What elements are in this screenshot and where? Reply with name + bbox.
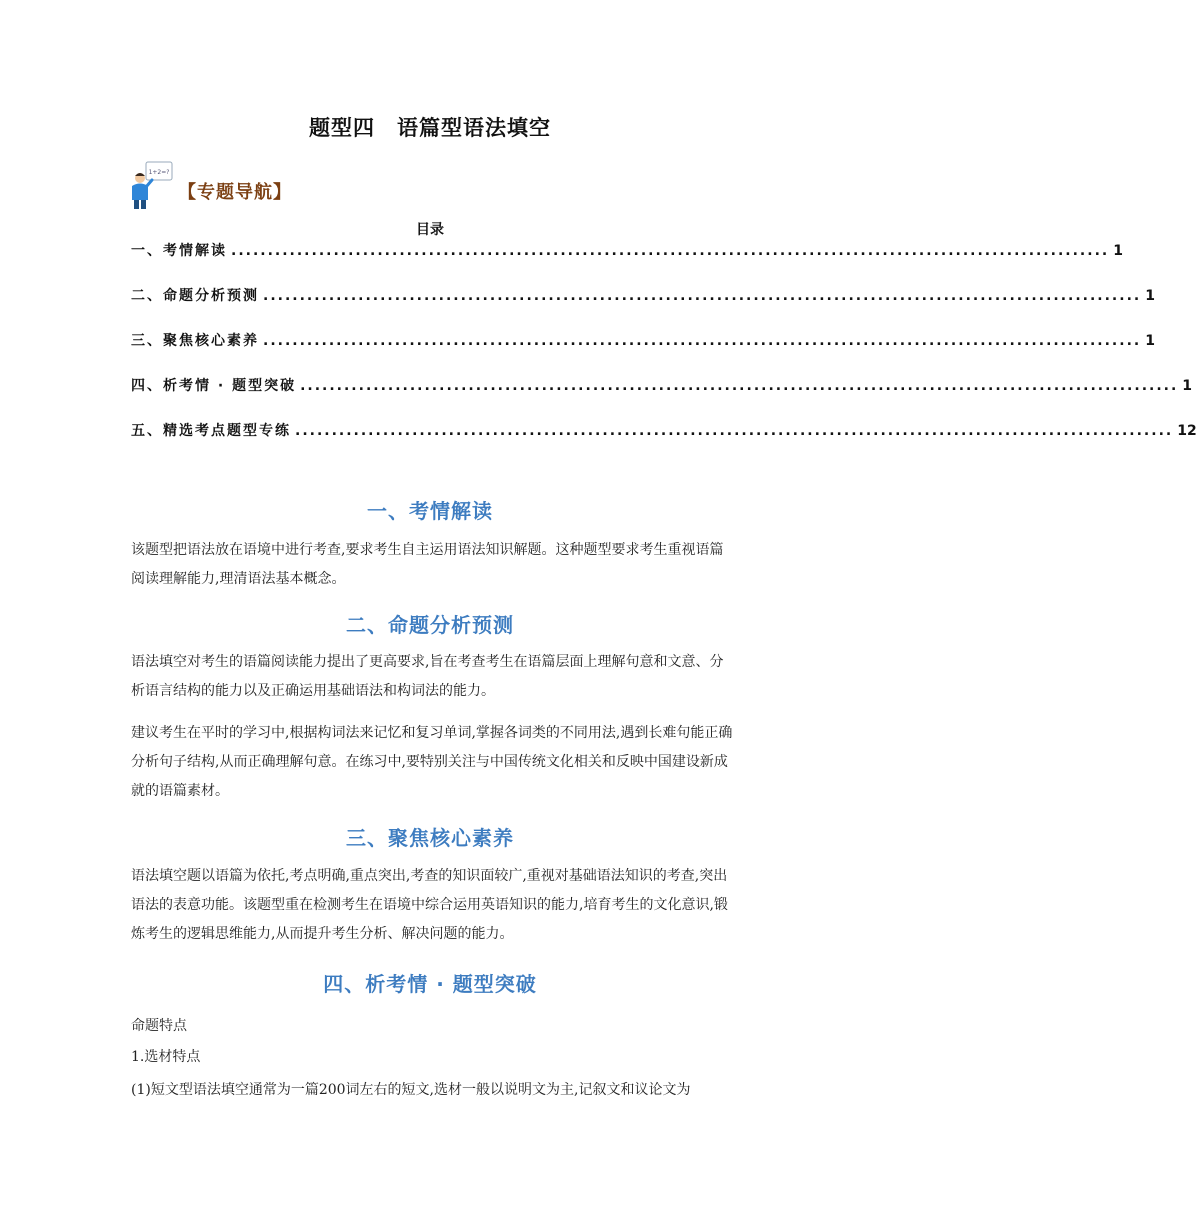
toc-heading: 目录 bbox=[416, 222, 444, 238]
banner-label: 【专题导航】 bbox=[178, 182, 292, 203]
toc-entry-page: 1 bbox=[1182, 378, 1193, 394]
toc-dot-leader: ........................................................................................................................ bbox=[263, 288, 1142, 304]
toc-entry[interactable] bbox=[131, 371, 1193, 416]
toc-dot-leader: ........................................................................................................................ bbox=[300, 378, 1179, 394]
toc-dot-leader: ........................................................................................................................ bbox=[263, 333, 1142, 349]
toc-entry-label: 一、考情解读 bbox=[131, 243, 227, 259]
toc-entry-label: 五、精选考点题型专练 bbox=[131, 423, 291, 439]
toc-entry[interactable] bbox=[131, 281, 1155, 326]
toc-entry[interactable] bbox=[131, 416, 1197, 461]
section-heading: 一、考情解读 bbox=[367, 499, 493, 523]
toc-dot-leader: ........................................................................................................................ bbox=[295, 423, 1174, 439]
toc-entry-label: 三、聚焦核心素养 bbox=[131, 333, 259, 349]
body-paragraph: 语法填空对考生的语篇阅读能力提出了更高要求,旨在考查考生在语篇层面上理解句意和文意、分析语言结构的能力以及正确运用基础语法和构词法的能力。 bbox=[131, 654, 724, 699]
toc-entry[interactable] bbox=[131, 326, 1155, 371]
toc-entry-page: 1 bbox=[1113, 243, 1123, 259]
body-paragraph: 1.选材特点 bbox=[131, 1049, 201, 1065]
section-heading: 二、命题分析预测 bbox=[346, 613, 514, 637]
page-title: 题型四 语篇型语法填空 bbox=[309, 116, 551, 140]
body-paragraph: 命题特点 bbox=[131, 1018, 187, 1034]
section-heading: 四、析考情 · 题型突破 bbox=[323, 972, 537, 996]
toc-entry[interactable] bbox=[131, 236, 1123, 281]
topic-navigation-banner bbox=[128, 160, 292, 210]
toc-entry-label: 二、命题分析预测 bbox=[131, 288, 259, 304]
toc-entry-label: 四、析考情 · 题型突破 bbox=[131, 378, 297, 394]
toc-entry-page: 1 bbox=[1145, 288, 1155, 304]
section-heading: 三、聚焦核心素养 bbox=[346, 826, 514, 850]
teacher-with-board-icon bbox=[128, 160, 174, 210]
body-paragraph: 语法填空题以语篇为依托,考点明确,重点突出,考查的知识面较广,重视对基础语法知识的考查,突出语法的表意功能。该题型重在检测考生在语境中综合运用英语知识的能力,培育考生的文化意识,锻炼考生的逻辑思维能力,从而提升考生分析、解决问题的能力。 bbox=[131, 868, 728, 942]
toc-dot-leader: ........................................................................................................................ bbox=[231, 243, 1110, 259]
table-of-contents bbox=[131, 236, 1197, 461]
board-text: 1+2=? bbox=[148, 169, 170, 176]
toc-entry-page: 1 bbox=[1145, 333, 1155, 349]
body-paragraph: 建议考生在平时的学习中,根据构词法来记忆和复习单词,掌握各词类的不同用法,遇到长难句能正确分析句子结构,从而正确理解句意。在练习中,要特别关注与中国传统文化相关和反映中国建设新成就的语篇素材。 bbox=[131, 725, 733, 799]
body-paragraph: (1)短文型语法填空通常为一篇200词左右的短文,选材一般以说明文为主,记叙文和议论文为 bbox=[131, 1082, 691, 1098]
toc-entry-page: 12 bbox=[1177, 423, 1197, 439]
body-paragraph: 该题型把语法放在语境中进行考查,要求考生自主运用语法知识解题。这种题型要求考生重视语篇阅读理解能力,理清语法基本概念。 bbox=[131, 542, 724, 587]
